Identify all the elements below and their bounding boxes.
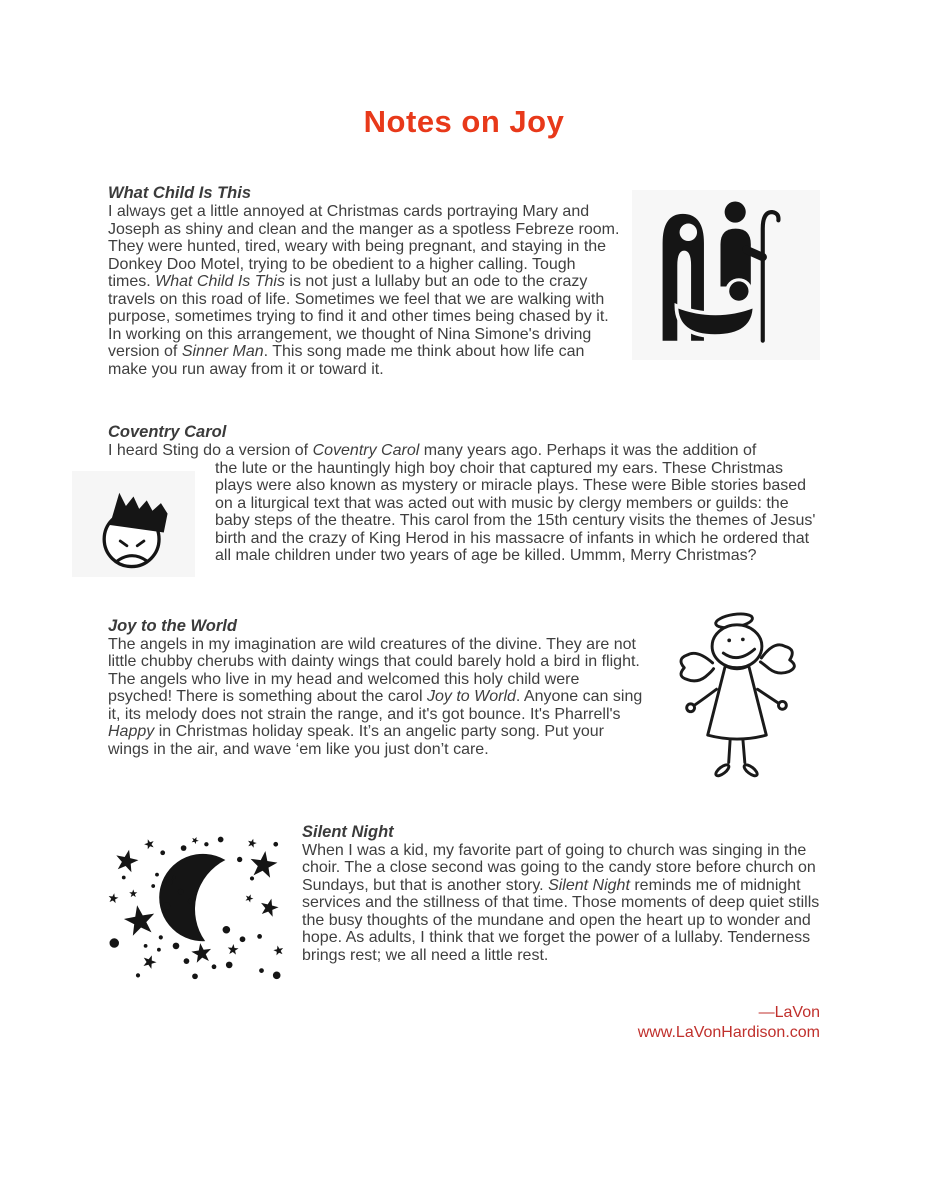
footer	[108, 1003, 820, 1043]
section-paragraph: When I was a kid, my favorite part of going to church was singing in the choir. The a close second was going to the candy store before church on Sundays, but that is another story. Silent Night reminds me of midnight services and the stillness of that time. Those moments of deep quiet stills the busy thoughts of the mundane and open the heart up to wonder and hope. As adults, I think that we forget the power of a lullaby. Tenderness brings rest; we all need a little rest.	[302, 841, 820, 964]
angel-icon	[654, 607, 820, 791]
section-text-column	[302, 823, 820, 965]
section-what-child-is-this	[108, 184, 820, 378]
king-herod-icon	[72, 471, 195, 577]
section-paragraph: I always get a little annoyed at Christmas cards portraying Mary and Joseph as shiny and clean and the manger as a spotless Febreze room. They were hunted, tired, weary with being pregnant, and staying in the Donkey Doo Motel, trying to be obedient to a higher calling. Tough times. What Child Is This is not just a lullaby but an ode to the crazy travels on this road of life. Sometimes we feel that we are walking with purpose, sometimes trying to find it and other times being chased by it. In working on this arrangement, we thought of Nina Simone's driving version of Sinner Man. This song made me think about how life can make you run away from it or toward it.	[108, 203, 620, 378]
section-heading: Coventry Carol	[108, 423, 227, 441]
section-paragraph: The angels in my imagination are wild creatures of the divine. They are not little chubby cherubs with dainty wings that could barely hold a bird in flight. The angels who live in my head and welcomed this holy child were psyched! There is something about the carol Joy to World. Anyone can sing it, its melody does not strain the range, and it's got bounce. It's Pharrell's Happy in Christmas holiday speak. It’s an angelic party song. Put your wings in the air, and wave ‘em like you just don’t care.	[108, 635, 643, 758]
website-link[interactable]: www.LaVonHardison.com	[637, 1023, 820, 1041]
section-silent-night	[108, 823, 820, 987]
section-heading: Silent Night	[302, 822, 394, 841]
section-paragraph: the lute or the hauntingly high boy choir that captured my ears. These Christmas plays were also known as mystery or miracle plays. These were Bible stories based on a liturgical text that was acted out with music by clergy members or guilds: the baby steps of the theatre. This carol from the 15th century visits the themes of Jesus' birth and the crazy of King Herod in his massacre of infants in which he ordered that all male children under two years of age be killed. Ummm, Merry Christmas?	[215, 459, 816, 564]
section-coventry-carol	[108, 423, 820, 577]
section-joy-to-the-world	[108, 617, 820, 791]
section-heading: What Child Is This	[108, 184, 251, 202]
section-text-column	[108, 184, 620, 378]
section-text-column	[108, 617, 645, 759]
page-title: Notes on Joy	[363, 104, 565, 139]
byline: —LaVon	[758, 1003, 820, 1021]
nativity-icon	[632, 190, 820, 360]
moon-stars-icon	[100, 825, 290, 987]
section-intro-line: I heard Sting do a version of Coventry Carol many years ago. Perhaps it was the addition of	[108, 442, 757, 459]
section-heading: Joy to the World	[108, 616, 237, 635]
